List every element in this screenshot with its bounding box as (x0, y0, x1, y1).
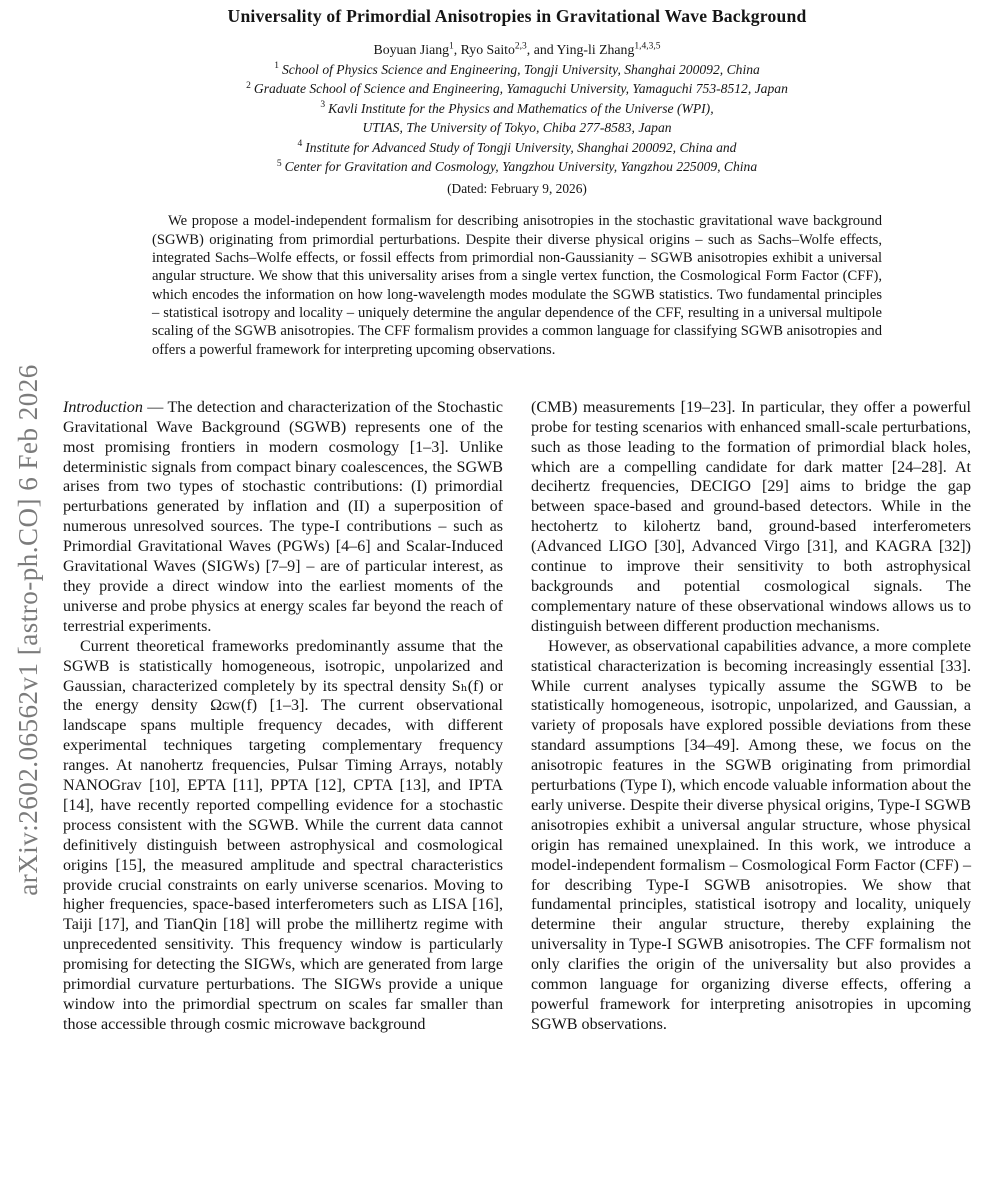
affiliation-line (63, 157, 971, 176)
paper-content (63, 0, 971, 1035)
affiliation-line (63, 60, 971, 79)
author-separator: , (453, 42, 461, 57)
arxiv-watermark: arXiv:2602.06562v1 [astro-ph.CO] 6 Feb 2026 (13, 364, 43, 896)
affiliation-line (63, 79, 971, 98)
affiliation-text: Institute for Advanced Study of Tongji University, Shanghai 200092, China and (305, 139, 737, 155)
affiliation-line (63, 138, 971, 157)
author-affil-marker: 1 (449, 41, 454, 52)
affiliation-text: UTIAS, The University of Tokyo, Chiba 277-8583, Japan (362, 120, 672, 136)
affiliation-number: 5 (276, 158, 282, 169)
author-name: and Ying-li Zhang (533, 42, 635, 57)
affiliation-text: Center for Gravitation and Cosmology, Yangzhou University, Yangzhou 225009, China (284, 159, 758, 175)
abstract (152, 212, 882, 358)
author-line (63, 42, 971, 58)
affiliation-line (63, 118, 971, 137)
affiliation-number: 2 (246, 80, 251, 91)
body-paragraph: However, as observational capabilities advance, a more complete statistical characterization is becoming increasingly essential [33]. While current analyses typically assume the SGWB to be statistically homogeneous, isotropic, unpolarized, and Gaussian, a variety of proposals have explored possible deviations from these standard assumptions [34–49]. Among these, we focus on the anisotropic features in the SGWB originating from primordial perturbations (Type I), which encode valuable information about the early universe. Despite their diverse physical origins, Type-I SGWB anisotropies exhibit a universal angular structure, whose physical origin has remained unexplained. In this work, we introduce a model-independent formalism – Cosmological Form Factor (CFF) – for describing Type-I SGWB anisotropies. We show that fundamental principles, statistical isotropy and locality, uniquely determine their angular structure, thereby explaining the universality in Type-I SGWB anisotropies. The CFF formalism not only clarifies the origin of the universality but also provides a common language for organizing diverse effects, offering a powerful framework for interpreting anisotropies in upcoming SGWB observations. (531, 637, 971, 1033)
author-name: Boyuan Jiang (373, 42, 449, 57)
affiliation-number: 3 (320, 100, 326, 111)
two-column-body (63, 398, 971, 1035)
affiliation-text: Graduate School of Science and Engineering, Yamaguchi University, Yamaguchi 753-8512, Japan (253, 81, 788, 97)
body-paragraph-continuation: (CMB) measurements [19–23]. In particular, they offer a powerful probe for testing scenarios with enhanced small-scale perturbations, such as those leading to the formation of primordial black holes, which are a compelling candidate for dark matter [24–28]. At decihertz frequencies, DECIGO [29] aims to bridge the gap between space-based and ground-based detectors. While in the hectohertz to kilohertz band, ground-based interferometers (Advanced LIGO [30], Advanced Virgo [31], and KAGRA [32]) continue to improve their sensitivity to both astrophysical backgrounds and potential cosmological signals. The complementary nature of these observational windows allows us to distinguish between different production mechanisms. (531, 398, 971, 635)
intro-paragraph (63, 398, 503, 637)
intro-paragraph-text: — The detection and characterization of the Stochastic Gravitational Wave Background (SGWB) represents one of the most promising frontiers in modern cosmology [1–3]. Unlike deterministic signals from compact binary coalescences, the SGWB arises from two types of stochastic contributions: (I) primordial perturbations generated by inflation and (II) a superposition of numerous unresolved sources. The type-I contributions – such as Primordial Gravitational Waves (PGWs) [4–6] and Scalar-Induced Gravitational Waves (SIGWs) [7–9] – are of particular interest, as they provide a direct window into the earliest moments of the universe and probe physics at energy scales far beyond the reach of terrestrial experiments. (63, 398, 503, 635)
abstract-text: We propose a model-independent formalism for describing anisotropies in the stochastic gravitational wave background (SGWB) originating from primordial perturbations. Despite their diverse physical origins – such as Sachs–Wolfe effects, integrated Sachs–Wolfe effects, or fossil effects from primordial non-Gaussianity – SGWB anisotropies exhibit a universal angular structure. We show that this universality arises from a single vertex function, the Cosmological Form Factor (CFF), which encodes the information on how long-wavelength modes modulate the SGWB statistics. Two fundamental principles – statistical isotropy and locality – uniquely determine the angular dependence of the CFF, resulting in a universal multipole scaling of the SGWB anisotropies. The CFF formalism provides a common language for classifying SGWB anisotropies and offers a powerful framework for interpreting upcoming observations. (152, 213, 882, 358)
author-separator: , (526, 42, 534, 57)
dated-line: (Dated: February 9, 2026) (447, 181, 587, 197)
affiliation-number: 4 (297, 139, 303, 150)
author-name: Ryo Saito (460, 42, 515, 57)
affiliation-number: 1 (274, 61, 279, 72)
left-column (63, 398, 503, 1035)
author-affil-marker: 1,4,3,5 (634, 41, 661, 52)
right-column (531, 398, 971, 1035)
affiliation-text: Kavli Institute for the Physics and Mathematics of the Universe (WPI), (328, 100, 714, 116)
affiliation-text: School of Physics Science and Engineering, Tongji University, Shanghai 200092, China (281, 62, 760, 77)
affiliation-line (63, 99, 971, 118)
paper-title: Universality of Primordial Anisotropies in Gravitational Wave Background (227, 6, 807, 26)
author-affil-marker: 2,3 (514, 41, 527, 52)
body-paragraph: Current theoretical frameworks predominantly assume that the SGWB is statistically homogeneous, isotropic, unpolarized and Gaussian, characterized completely by its spectral density Sₕ(f) or the energy density Ωɢᴡ(f) [1–3]. The current observational landscape spans multiple frequency decades, with different experimental techniques targeting complementary frequency ranges. At nanohertz frequencies, Pulsar Timing Arrays, notably NANOGrav [10], EPTA [11], PPTA [12], CPTA [13], and IPTA [14], have recently reported compelling evidence for a stochastic process consistent with the SGWB. While the current data cannot definitively distinguish between astrophysical and cosmological origins [15], the measured amplitude and spectral characteristics provide crucial constraints on early universe scenarios. Moving to higher frequencies, space-based interferometers such as LISA [16], Taiji [17], and TianQin [18] will probe the millihertz regime with unprecedented sensitivity. This frequency window is particularly promising for detecting the SIGWs, which are generated from large primordial curvature perturbations. The SIGWs provide a unique window into the primordial spectrum on scales far smaller than those accessible through cosmic microwave background (63, 637, 503, 1033)
section-lead-introduction: Introduction (63, 398, 143, 416)
affiliation-block (63, 60, 971, 176)
